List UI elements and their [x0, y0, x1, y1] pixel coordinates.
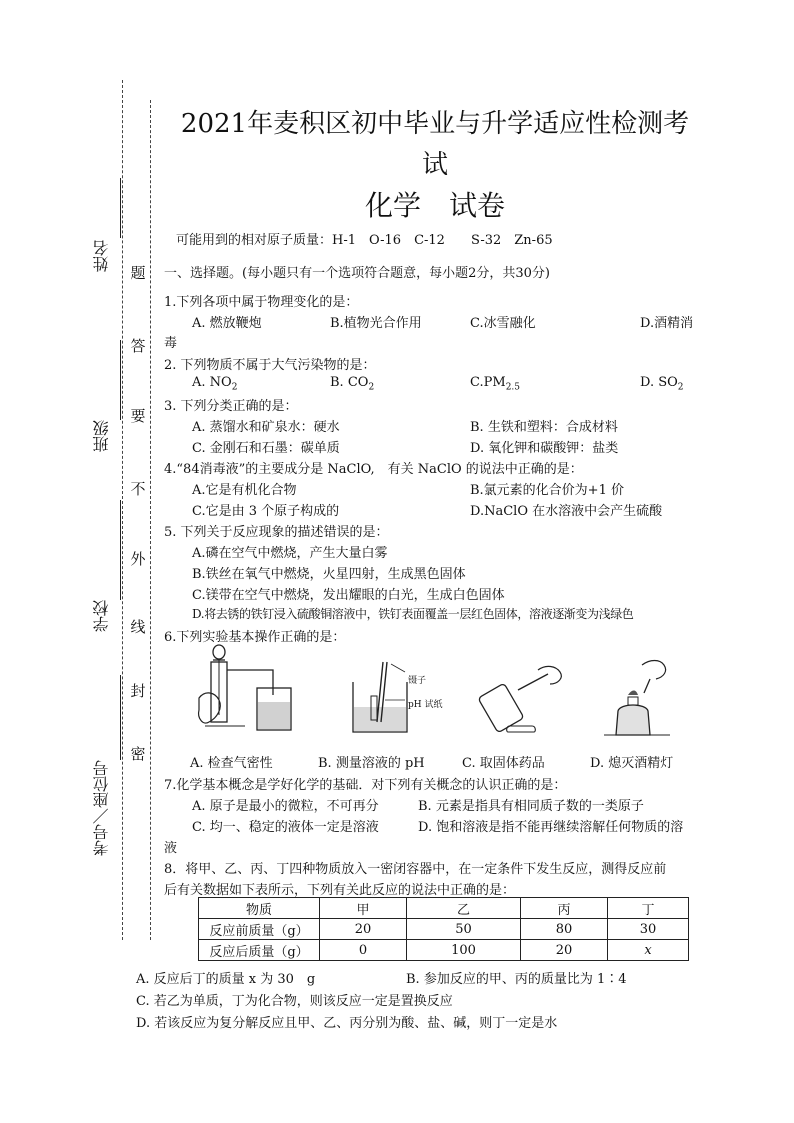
question-3: 3. 下列分类正确的是：	[164, 399, 298, 414]
table-cell: 20	[521, 940, 608, 961]
table-cell: 50	[407, 919, 521, 940]
table-cell: 80	[521, 919, 608, 940]
q2-option-d[interactable]: D. $SO_2$	[640, 375, 684, 393]
field-seat-line[interactable]	[120, 675, 121, 760]
field-school-line[interactable]	[120, 500, 121, 600]
q7-option-c[interactable]: C. 均一、稳定的液体一定是溶液	[192, 820, 379, 835]
table-cell: 反应后质量（g）	[199, 940, 320, 961]
seal-char: 封	[130, 682, 146, 700]
q5-option-c[interactable]: C.镁带在空气中燃烧，发出耀眼的白光，生成白色固体	[192, 588, 505, 603]
q5-option-d[interactable]: D.将去锈的铁钉浸入硫酸铜溶液中，铁钉表面覆盖一层红色固体，溶液逐渐变为浅绿色	[192, 607, 634, 621]
exam-subject: 化学 试卷	[364, 189, 505, 222]
figure-solid-reagent	[478, 660, 578, 740]
question-6: 6.下列实验基本操作正确的是：	[164, 630, 346, 645]
margin-dash-line-inner	[150, 100, 151, 940]
section-header: 一、选择题。(每小题只有一个选项符合题意，每小题2分，共30分)	[164, 266, 550, 281]
question-4: 4.“84消毒液”的主要成分是 NaClO, 有关 NaClO 的说法中正确的是：	[164, 462, 583, 477]
table-header-cell: 丁	[608, 898, 689, 919]
table-cell: x	[608, 940, 689, 961]
table-header-row	[199, 898, 689, 919]
table-cell: 0	[320, 940, 407, 961]
figure-ph-test	[345, 652, 425, 737]
field-name-label: 姓名	[92, 240, 111, 272]
seal-char: 不	[130, 480, 146, 498]
table-row	[199, 919, 689, 940]
figure-airtightness	[195, 640, 305, 740]
question-1: 1.下列各项中属于物理变化的是：	[164, 295, 359, 310]
q3-option-a[interactable]: A. 蒸馏水和矿泉水：硬水	[192, 420, 340, 435]
table-cell: 20	[320, 919, 407, 940]
seal-char: 题	[130, 264, 146, 282]
q8-option-b[interactable]: B. 参加反应的甲、丙的质量比为 1∶4	[406, 972, 627, 987]
q4-option-b[interactable]: B.氯元素的化合价为+1 价	[470, 483, 624, 498]
exam-title-cont: 试	[421, 150, 448, 180]
label-tweezers: 镊子	[408, 676, 427, 686]
question-8: 8．将甲、乙、丙、丁四种物质放入一密闭容器中，在一定条件下发生反应，测得反应前	[164, 862, 667, 877]
table-header-cell: 甲	[320, 898, 407, 919]
table-header-cell: 物质	[199, 898, 320, 919]
label-ph-paper: pH 试纸	[408, 700, 443, 710]
q7-option-a[interactable]: A. 原子是最小的微粒，不可再分	[192, 799, 379, 814]
table-header-cell: 丙	[521, 898, 608, 919]
seal-char: 线	[130, 618, 146, 636]
q1-option-c[interactable]: C.冰雪融化	[470, 316, 536, 331]
figure-alcohol-lamp	[598, 655, 688, 740]
field-class-label: 班级	[92, 420, 111, 452]
q8-option-d[interactable]: D. 若该反应为复分解反应且甲、乙、丙分别为酸、盐、碱，则丁一定是水	[136, 1016, 558, 1031]
table-cell: 100	[407, 940, 521, 961]
q8-option-c[interactable]: C. 若乙为单质，丁为化合物，则该反应一定是置换反应	[136, 994, 453, 1009]
margin-dash-line	[122, 80, 123, 940]
q2-option-b[interactable]: B. $CO_2$	[330, 375, 375, 393]
q7-option-b[interactable]: B. 元素是指具有相同质子数的一类原子	[418, 799, 644, 814]
q7-option-d[interactable]: D. 饱和溶液是指不能再继续溶解任何物质的溶	[418, 820, 684, 835]
question-5: 5. 下列关于反应现象的描述错误的是：	[164, 525, 389, 540]
q1-option-d[interactable]: D.酒精消	[640, 316, 694, 331]
atomic-masses: 可能用到的相对原子质量：H-1 O-16 C-12 S-32 Zn-65	[176, 233, 553, 248]
field-school-label: 学校	[92, 600, 111, 632]
q6-option-b[interactable]: B. 测量溶液的 pH	[318, 756, 425, 771]
q1-option-b[interactable]: B.植物光合作用	[330, 316, 422, 331]
seal-char: 外	[130, 550, 146, 568]
q5-option-b[interactable]: B.铁丝在氧气中燃烧，火星四射，生成黑色固体	[192, 567, 466, 582]
q1-option-a[interactable]: A. 燃放鞭炮	[192, 316, 262, 331]
seal-char: 答	[130, 337, 146, 355]
q5-option-a[interactable]: A.磷在空气中燃烧，产生大量白雾	[192, 546, 388, 561]
exam-title: 2021年麦积区初中毕业与升学适应性检测考	[180, 109, 690, 139]
q1-option-d-cont: 毒	[164, 336, 178, 351]
field-class-line[interactable]	[120, 340, 121, 420]
field-seat-label: 考号／座位号	[92, 760, 111, 856]
field-name-line[interactable]	[120, 178, 121, 238]
table-cell: 反应前质量（g）	[199, 919, 320, 940]
seal-char: 密	[130, 745, 146, 763]
q7-option-d-cont: 液	[164, 841, 178, 856]
q8-option-a[interactable]: A. 反应后丁的质量 x 为 30 g	[136, 972, 316, 987]
q6-option-c[interactable]: C. 取固体药品	[462, 756, 545, 771]
q3-option-d[interactable]: D. 氧化钾和碳酸钾：盐类	[470, 441, 619, 456]
question-7: 7.化学基本概念是学好化学的基础．对下列有关概念的认识正确的是：	[164, 778, 567, 793]
q4-option-c[interactable]: C.它是由 3 个原子构成的	[192, 504, 340, 519]
question-8-cont: 后有关数据如下表所示，下列有关此反应的说法中正确的是：	[164, 883, 516, 898]
table-row	[199, 940, 689, 961]
seal-char: 要	[130, 407, 146, 425]
q3-option-c[interactable]: C. 金刚石和石墨：碳单质	[192, 441, 340, 456]
table-header-cell: 乙	[407, 898, 521, 919]
q6-option-d[interactable]: D. 熄灭酒精灯	[590, 756, 674, 771]
q2-option-a[interactable]: A. $NO_2$	[192, 375, 238, 393]
mass-table	[198, 897, 689, 961]
question-2: 2. 下列物质不属于大气污染物的是：	[164, 358, 376, 373]
q2-option-c[interactable]: $C.PM_{2.5}$	[470, 375, 521, 393]
q4-option-d[interactable]: D.NaClO 在水溶液中会产生硫酸	[470, 504, 663, 519]
q3-option-b[interactable]: B. 生铁和塑料：合成材料	[470, 420, 618, 435]
table-cell: 30	[608, 919, 689, 940]
q4-option-a[interactable]: A.它是有机化合物	[192, 483, 297, 498]
q6-option-a[interactable]: A. 检查气密性	[190, 756, 273, 771]
